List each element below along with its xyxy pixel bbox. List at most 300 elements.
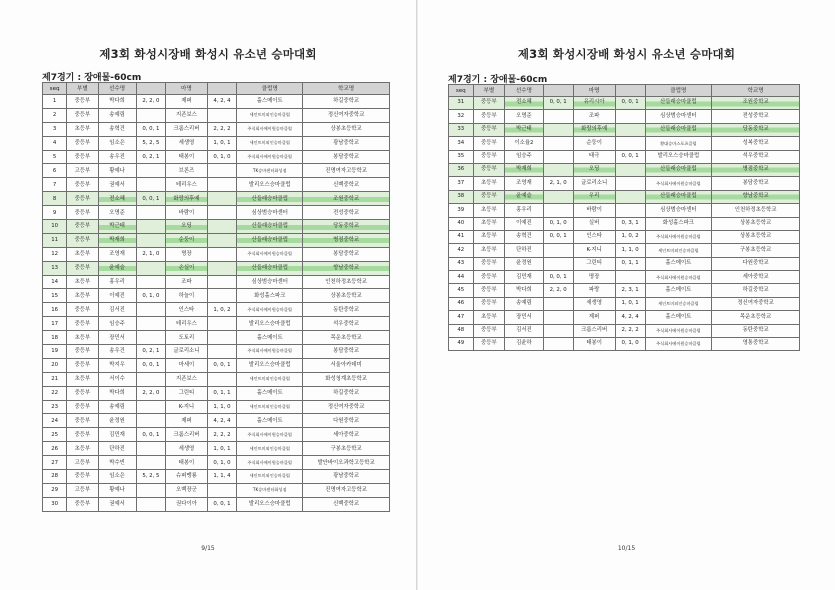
cell-seq: 29 — [43, 483, 67, 497]
cell-horse-score: 1, 0, 1 — [207, 442, 236, 456]
cell-seq: 4 — [43, 136, 67, 150]
cell-horse-name: 그린티 — [573, 257, 615, 270]
cell-school-name: 상봉초등학교 — [303, 289, 390, 303]
cell-horse-score — [207, 108, 236, 122]
cell-division: 중등부 — [67, 150, 98, 164]
cell-rider-name: 송예림 — [98, 400, 136, 414]
cell-school-name: 다원중학교 — [712, 257, 800, 270]
cell-club-name: 세인트미외인승마클럽 — [237, 442, 303, 456]
cell-rider-name: 김서진 — [505, 324, 544, 337]
cell-seq: 47 — [449, 311, 474, 324]
table-row — [43, 303, 390, 317]
cell-club-name: 발리오스승마클럽 — [237, 497, 303, 511]
cell-school-name: 상봉초등학교 — [712, 230, 800, 243]
cell-horse-score: 1, 0, 2 — [615, 230, 645, 243]
cell-rider-name: 송혁건 — [98, 122, 136, 136]
cell-rider-name: 장민서 — [98, 331, 136, 345]
cell-club-name: 주식회사에이원승마클럽 — [237, 122, 303, 136]
cell-horse-name: 권다이아 — [166, 497, 208, 511]
cell-horse-name: 브론즈 — [166, 164, 208, 178]
cell-rider-score — [543, 338, 573, 351]
cell-horse-name: 제퍼 — [166, 414, 208, 428]
table-row — [43, 247, 390, 261]
document-title: 제3회 화성시장배 화성시 유소년 승마대회 — [99, 47, 317, 61]
cell-seq: 12 — [43, 247, 67, 261]
cell-seq: 48 — [449, 324, 474, 337]
cell-club-name: 홀스메이트 — [237, 386, 303, 400]
cell-rider-name: 황예나 — [98, 483, 136, 497]
entry-table — [42, 82, 390, 512]
table-body — [449, 97, 800, 351]
cell-horse-name: 조파 — [573, 110, 615, 123]
cell-school-name: 당동중학교 — [303, 220, 390, 234]
cell-seq: 27 — [43, 456, 67, 470]
cell-horse-name: 태봉이 — [573, 338, 615, 351]
cell-school-name: 화성청계초등학교 — [303, 372, 390, 386]
page-9 — [0, 0, 417, 590]
table-row — [449, 97, 800, 110]
cell-club-name: 주식회사에이원승마클럽 — [645, 324, 712, 337]
cell-horse-name: 세생영 — [573, 297, 615, 310]
cell-rider-score — [136, 483, 165, 497]
table-row — [43, 289, 390, 303]
cell-rider-score: 0, 1, 0 — [136, 289, 165, 303]
table-row — [449, 110, 800, 123]
cell-horse-name: K-지니 — [166, 400, 208, 414]
table-row — [449, 137, 800, 150]
cell-rider-name: 박근태 — [98, 220, 136, 234]
cell-horse-score — [207, 220, 236, 234]
table-row — [43, 164, 390, 178]
cell-school-name: 조원중학교 — [303, 192, 390, 206]
cell-horse-name: 유리시아 — [573, 97, 615, 110]
cell-horse-score: 0, 1, 1 — [207, 386, 236, 400]
cell-club-name: 발리오스승마클럽 — [237, 358, 303, 372]
cell-rider-score: 2, 2, 0 — [136, 386, 165, 400]
cell-horse-name: 바람이 — [166, 206, 208, 220]
cell-rider-score: 2, 1, 0 — [543, 177, 573, 190]
table-row — [449, 204, 800, 217]
cell-rider-score — [543, 204, 573, 217]
cell-horse-name: 도토리 — [166, 331, 208, 345]
cell-school-name: 동탄중학교 — [712, 324, 800, 337]
cell-club-name: 세인트미외인승마클럽 — [237, 136, 303, 150]
table-row — [43, 192, 390, 206]
cell-horse-score — [207, 483, 236, 497]
cell-horse-score — [207, 261, 236, 275]
table-row — [43, 206, 390, 220]
cell-club-name: 주식회사에이원승마클럽 — [645, 230, 712, 243]
cell-club-name: 심상범승마센터 — [645, 204, 712, 217]
cell-horse-score: 2, 3, 1 — [615, 284, 645, 297]
cell-rider-name: 윤정원 — [505, 257, 544, 270]
header-club-name: 클럽명 — [237, 83, 303, 95]
cell-seq: 34 — [449, 137, 474, 150]
table-row — [449, 338, 800, 351]
cell-division: 중등부 — [67, 192, 98, 206]
cell-rider-score: 0, 0, 1 — [136, 192, 165, 206]
cell-rider-score: 0, 0, 1 — [543, 230, 573, 243]
cell-horse-score — [615, 204, 645, 217]
cell-horse-score: 4, 2, 4 — [207, 414, 236, 428]
cell-school-name: 영통중학교 — [712, 338, 800, 351]
cell-seq: 42 — [449, 244, 474, 257]
cell-division: 중등부 — [67, 428, 98, 442]
cell-school-name: 신백중학교 — [303, 178, 390, 192]
cell-horse-name: 제퍼 — [573, 311, 615, 324]
cell-horse-score: 1, 1, 0 — [615, 244, 645, 257]
cell-rider-score — [543, 123, 573, 136]
cell-seq: 37 — [449, 177, 474, 190]
cell-rider-score: 0, 1, 0 — [543, 217, 573, 230]
cell-division: 중등부 — [67, 233, 98, 247]
cell-seq: 22 — [43, 386, 67, 400]
cell-rider-name: 황예나 — [98, 164, 136, 178]
cell-rider-name: 박다희 — [98, 386, 136, 400]
cell-horse-name: 테리우스 — [166, 317, 208, 331]
cell-rider-score — [543, 257, 573, 270]
cell-division: 중등부 — [67, 261, 98, 275]
cell-school-name: 전성중학교 — [712, 110, 800, 123]
cell-division: 중등부 — [473, 123, 505, 136]
cell-rider-name: 박수빈 — [98, 456, 136, 470]
cell-club-name: 화성홀스파크 — [237, 289, 303, 303]
cell-club-name: 세인트미외인승마클럽 — [237, 400, 303, 414]
cell-horse-score: 1, 1, 0 — [207, 400, 236, 414]
cell-rider-name: 김민재 — [505, 271, 544, 284]
cell-rider-score — [136, 414, 165, 428]
cell-seq: 44 — [449, 271, 474, 284]
cell-club-name: 황대승마스포츠클럽 — [645, 137, 712, 150]
table-row — [43, 483, 390, 497]
cell-horse-name: K-지니 — [573, 244, 615, 257]
cell-club-name: 세인트미외인승마클럽 — [237, 470, 303, 484]
cell-club-name: 홀스메이트 — [237, 95, 303, 109]
cell-rider-name: 전소혜 — [505, 97, 544, 110]
cell-rider-score — [136, 331, 165, 345]
cell-horse-score: 4, 2, 4 — [615, 311, 645, 324]
cell-school-name: 진명여자고등학교 — [303, 483, 390, 497]
cell-rider-score: 2, 2, 0 — [543, 284, 573, 297]
cell-club-name: 발리오스승마클럽 — [237, 178, 303, 192]
cell-school-name: 향남중학교 — [712, 190, 800, 203]
table-header-row — [449, 85, 800, 97]
table-row — [43, 233, 390, 247]
cell-horse-score: 0, 0, 1 — [615, 97, 645, 110]
table-row — [43, 386, 390, 400]
cell-rider-name: 송예림 — [505, 297, 544, 310]
table-row — [43, 497, 390, 511]
cell-horse-score — [207, 372, 236, 386]
cell-club-name: 발리오스승마클럽 — [237, 317, 303, 331]
cell-rider-score — [136, 400, 165, 414]
cell-club-name: 심상범승마센터 — [645, 110, 712, 123]
cell-horse-name: 크롬스리버 — [573, 324, 615, 337]
cell-school-name: 전성중학교 — [303, 206, 390, 220]
cell-seq: 25 — [43, 428, 67, 442]
cell-horse-name: 그린티 — [166, 386, 208, 400]
cell-division: 초등부 — [473, 177, 505, 190]
cell-rider-score — [136, 275, 165, 289]
cell-school-name: 하길중학교 — [712, 284, 800, 297]
cell-division: 중등부 — [473, 97, 505, 110]
cell-club-name: 심상범승마센터 — [237, 206, 303, 220]
cell-rider-name: 박재희 — [98, 233, 136, 247]
header-school-name: 학교명 — [712, 85, 800, 97]
table-row — [43, 456, 390, 470]
cell-horse-score — [615, 190, 645, 203]
cell-rider-name: 박근태 — [505, 123, 544, 136]
cell-club-name: 산들래승마클럽 — [237, 220, 303, 234]
cell-rider-score — [543, 190, 573, 203]
cell-horse-score — [207, 164, 236, 178]
cell-rider-score — [543, 150, 573, 163]
cell-rider-score — [136, 442, 165, 456]
cell-horse-score: 1, 0, 1 — [615, 297, 645, 310]
cell-division: 중등부 — [473, 137, 505, 150]
cell-seq: 3 — [43, 122, 67, 136]
cell-school-name: 목운초등학교 — [303, 331, 390, 345]
cell-division: 초등부 — [67, 331, 98, 345]
cell-horse-score — [207, 206, 236, 220]
cell-division: 초등부 — [67, 122, 98, 136]
cell-horse-name: 지존보스 — [166, 372, 208, 386]
cell-club-name: TK승마센터화성점 — [237, 164, 303, 178]
cell-horse-score: 2, 2, 2 — [207, 428, 236, 442]
cell-school-name: 구봉초등학교 — [712, 244, 800, 257]
cell-division: 중등부 — [473, 297, 505, 310]
cell-club-name: 세인트미외인승마클럽 — [237, 372, 303, 386]
cell-division: 중등부 — [67, 220, 98, 234]
cell-school-name: 세아중학교 — [712, 271, 800, 284]
cell-rider-name: 박다희 — [98, 95, 136, 109]
cell-horse-name: 바람이 — [573, 204, 615, 217]
cell-school-name: 세아중학교 — [303, 428, 390, 442]
cell-school-name: 인천하정초등학교 — [712, 204, 800, 217]
cell-rider-score — [543, 311, 573, 324]
header-rider-name: 선수명 — [98, 83, 136, 95]
cell-school-name: 상봉초등학교 — [303, 122, 390, 136]
cell-rider-name: 송예림 — [98, 108, 136, 122]
cell-school-name: 성복중학교 — [712, 137, 800, 150]
table-row — [449, 271, 800, 284]
cell-division: 고등부 — [67, 456, 98, 470]
header-horse-score — [207, 83, 236, 95]
cell-horse-name: 오백장군 — [166, 483, 208, 497]
cell-horse-name: 슈퍼맹룡 — [166, 470, 208, 484]
cell-rider-name: 홍우리 — [505, 204, 544, 217]
cell-rider-name: 홍우리 — [98, 275, 136, 289]
cell-division: 중등부 — [67, 136, 98, 150]
page-10 — [418, 0, 835, 590]
cell-club-name: 주식회사에이원승마클럽 — [237, 456, 303, 470]
header-rider-score — [136, 83, 165, 95]
table-row — [449, 284, 800, 297]
cell-horse-name: 테리우스 — [166, 178, 208, 192]
cell-rider-name: 조영재 — [98, 247, 136, 261]
header-seq: seq — [43, 83, 67, 95]
cell-horse-score: 0, 1, 1 — [615, 257, 645, 270]
cell-horse-name: 지존보스 — [166, 108, 208, 122]
cell-school-name: 봉담중학교 — [303, 247, 390, 261]
cell-horse-score — [207, 233, 236, 247]
cell-school-name: 정신여자중학교 — [712, 297, 800, 310]
table-row — [449, 177, 800, 190]
cell-seq: 46 — [449, 297, 474, 310]
cell-rider-name: 김민재 — [98, 428, 136, 442]
cell-rider-score — [136, 303, 165, 317]
cell-club-name: 세인트미외인승마클럽 — [237, 108, 303, 122]
cell-division: 중등부 — [473, 163, 505, 176]
cell-division: 고등부 — [67, 483, 98, 497]
cell-horse-score: 0, 0, 1 — [207, 358, 236, 372]
cell-rider-name: 이예진 — [505, 217, 544, 230]
cell-horse-score: 1, 1, 4 — [207, 470, 236, 484]
table-row — [449, 190, 800, 203]
cell-seq: 18 — [43, 331, 67, 345]
table-row — [43, 372, 390, 386]
page-number: 10/15 — [617, 545, 636, 552]
cell-horse-score — [615, 163, 645, 176]
cell-seq: 15 — [43, 289, 67, 303]
cell-club-name: 산들래승마클럽 — [645, 123, 712, 136]
cell-club-name: 산들래승마클럽 — [645, 97, 712, 110]
cell-rider-name: 윤예슬 — [505, 190, 544, 203]
cell-horse-score — [207, 289, 236, 303]
cell-club-name: 산들래승마클럽 — [645, 190, 712, 203]
cell-seq: 5 — [43, 150, 67, 164]
cell-seq: 33 — [449, 123, 474, 136]
cell-horse-name: 크롬스리버 — [166, 428, 208, 442]
event-title: 제7경기 : 장애물-60cm — [42, 73, 142, 83]
cell-school-name: 동탄중학교 — [303, 303, 390, 317]
cell-rider-score: 0, 0, 1 — [543, 271, 573, 284]
document-title: 제3회 화성시장배 화성시 유소년 승마대회 — [517, 47, 736, 61]
cell-rider-score: 2, 2, 0 — [136, 95, 165, 109]
cell-rider-score: 5, 2, 5 — [136, 470, 165, 484]
cell-rider-name: 김서진 — [98, 303, 136, 317]
cell-horse-name: 크롬스리버 — [166, 122, 208, 136]
page-number: 9/15 — [201, 545, 215, 552]
cell-school-name: 석우중학교 — [303, 317, 390, 331]
cell-horse-score: 0, 0, 1 — [615, 150, 645, 163]
header-division: 부별 — [473, 85, 505, 97]
cell-club-name: 세인트미외인승마클럽 — [645, 244, 712, 257]
cell-horse-name: 세생영 — [166, 442, 208, 456]
cell-horse-name: 화랑의후예 — [573, 123, 615, 136]
cell-horse-name: 순둥이 — [573, 137, 615, 150]
cell-rider-score — [543, 324, 573, 337]
cell-seq: 32 — [449, 110, 474, 123]
cell-seq: 43 — [449, 257, 474, 270]
cell-horse-score: 0, 1, 0 — [615, 338, 645, 351]
cell-horse-score — [615, 177, 645, 190]
cell-division: 중등부 — [67, 303, 98, 317]
cell-school-name: 정신여자중학교 — [303, 400, 390, 414]
cell-seq: 7 — [43, 178, 67, 192]
cell-rider-name: 박다희 — [505, 284, 544, 297]
header-horse-name: 마명 — [573, 85, 615, 97]
cell-club-name: 홀스메이트 — [237, 331, 303, 345]
cell-rider-name: 조영재 — [505, 177, 544, 190]
cell-horse-score — [615, 137, 645, 150]
cell-horse-score — [615, 110, 645, 123]
cell-horse-name: 손실이 — [166, 261, 208, 275]
cell-school-name: 향남중학교 — [303, 261, 390, 275]
cell-club-name: 주식회사에이원승마클럽 — [237, 150, 303, 164]
cell-division: 초등부 — [473, 230, 505, 243]
cell-division: 중등부 — [473, 324, 505, 337]
cell-division: 중등부 — [473, 257, 505, 270]
cell-seq: 23 — [43, 400, 67, 414]
cell-seq: 13 — [43, 261, 67, 275]
table-row — [43, 95, 390, 109]
cell-horse-score — [207, 192, 236, 206]
cell-club-name: 화성홀스파크 — [645, 217, 712, 230]
cell-club-name: 산들래승마클럽 — [237, 233, 303, 247]
cell-club-name: TK승마센터화성점 — [237, 483, 303, 497]
cell-rider-name: 전소혜 — [98, 192, 136, 206]
cell-seq: 9 — [43, 206, 67, 220]
cell-division: 초등부 — [473, 217, 505, 230]
cell-horse-name: 인스타 — [573, 230, 615, 243]
cell-seq: 6 — [43, 164, 67, 178]
cell-school-name: 인천하정초등학교 — [303, 275, 390, 289]
cell-seq: 19 — [43, 345, 67, 359]
cell-rider-score — [136, 261, 165, 275]
cell-horse-name: 파랑 — [573, 284, 615, 297]
table-row — [449, 244, 800, 257]
table-row — [449, 230, 800, 243]
cell-seq: 8 — [43, 192, 67, 206]
cell-division: 초등부 — [67, 275, 98, 289]
cell-club-name: 산들래승마클럽 — [237, 192, 303, 206]
cell-division: 초등부 — [67, 372, 98, 386]
cell-horse-score — [207, 178, 236, 192]
cell-school-name: 당동중학교 — [712, 123, 800, 136]
cell-division: 초등부 — [67, 247, 98, 261]
cell-seq: 20 — [43, 358, 67, 372]
cell-rider-score — [136, 164, 165, 178]
cell-rider-name: 임승주 — [505, 150, 544, 163]
cell-rider-score — [136, 233, 165, 247]
table-header-row — [43, 83, 390, 95]
header-seq: seq — [449, 85, 474, 97]
cell-school-name: 병점중학교 — [303, 233, 390, 247]
cell-rider-name: 이예진 — [98, 289, 136, 303]
cell-school-name: 진명여자고등학교 — [303, 164, 390, 178]
cell-horse-score: 1, 0, 1 — [207, 136, 236, 150]
cell-rider-name: 박재희 — [505, 163, 544, 176]
header-division: 부별 — [67, 83, 98, 95]
cell-club-name: 주식회사에이원승마클럽 — [237, 345, 303, 359]
cell-rider-name: 임승주 — [98, 317, 136, 331]
cell-rider-score — [543, 163, 573, 176]
table-row — [43, 317, 390, 331]
cell-horse-name: 하늘이 — [166, 289, 208, 303]
table-row — [43, 331, 390, 345]
cell-division: 중등부 — [67, 358, 98, 372]
cell-rider-name: 오명준 — [98, 206, 136, 220]
cell-horse-score: 1, 0, 2 — [207, 303, 236, 317]
cell-rider-score — [136, 317, 165, 331]
cell-horse-name: 태봉이 — [166, 456, 208, 470]
cell-club-name: 산들래승마클럽 — [645, 163, 712, 176]
cell-horse-name: 명장 — [166, 247, 208, 261]
cell-division: 중등부 — [67, 345, 98, 359]
table-body — [43, 95, 390, 512]
cell-horse-score — [615, 271, 645, 284]
